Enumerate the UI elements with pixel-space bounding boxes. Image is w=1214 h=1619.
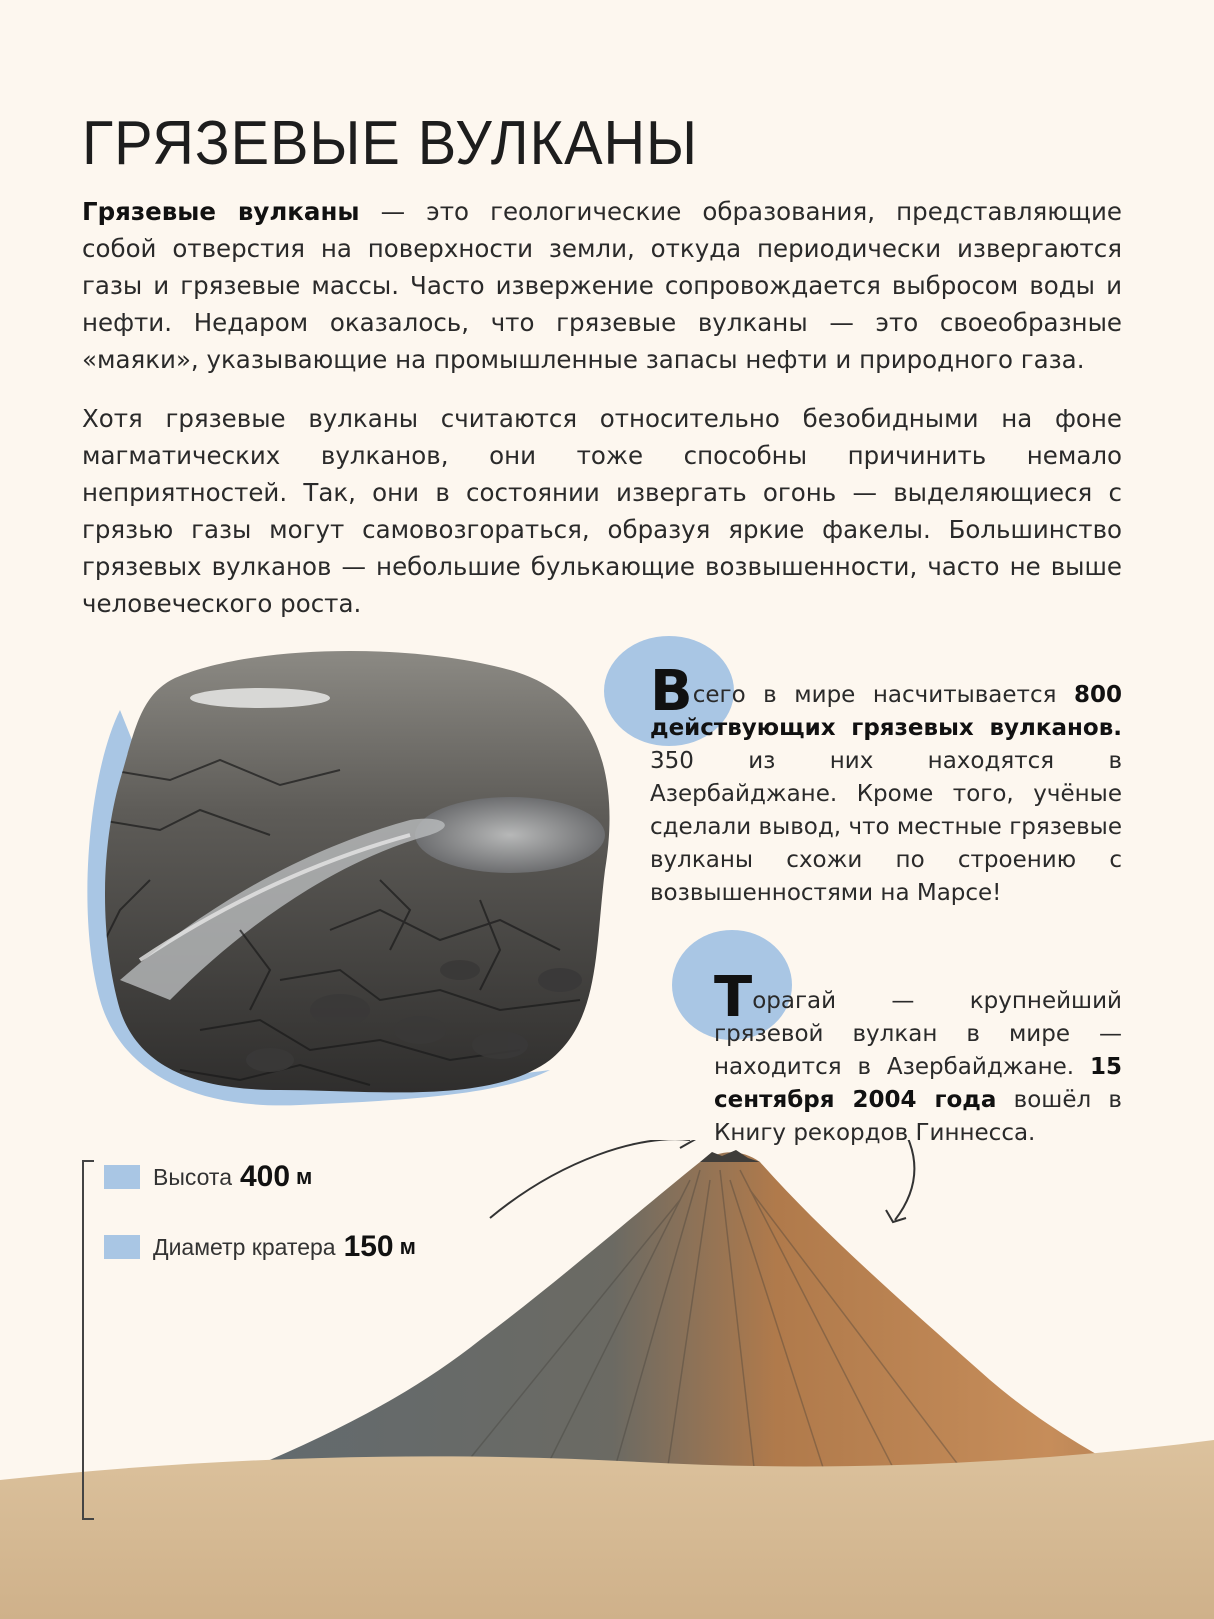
fact1-text-a: сего в мире насчитывается bbox=[692, 682, 1074, 708]
legend-crater-label: Диаметр кратера bbox=[153, 1233, 336, 1260]
legend-height-value: 400 bbox=[239, 1160, 291, 1193]
legend-height bbox=[104, 1160, 312, 1194]
fact1-text bbox=[650, 659, 1122, 910]
legend-crater-value: 150 bbox=[343, 1230, 394, 1263]
fact2-initial: Т bbox=[714, 965, 753, 1030]
second-paragraph bbox=[82, 400, 1122, 622]
legend-height-label: Высота bbox=[153, 1163, 232, 1190]
intro-text: — это геологические образования, представляющие собой отверстия на поверхности земли, откуда периодически извергаются газы и грязевые массы. Часто извержение сопровождается выбросом воды и нефти. Недаром оказалось, что грязевые вулканы — это своеобразные «маяки», указывающие на промышленные запасы нефти и природного газа. bbox=[82, 197, 1122, 374]
fact1-initial: В bbox=[650, 659, 693, 724]
legend-crater-unit: м bbox=[399, 1234, 416, 1259]
intro-paragraph bbox=[82, 193, 1122, 378]
legend-crater bbox=[104, 1230, 416, 1264]
mud-volcano-photo bbox=[80, 650, 620, 1110]
fact2-text-a: орагай — крупнейший грязевой вулкан в мире — находится в Азербайджане. bbox=[714, 988, 1122, 1080]
fact2-text bbox=[714, 965, 1122, 1150]
fact1-bold: 800 действующих грязевых вулканов. bbox=[650, 682, 1122, 741]
page-title: ГРЯЗЕВЫЕ ВУЛКАНЫ bbox=[82, 109, 699, 178]
fact2-text-b: вошёл в Книгу рекордов Гиннесса. bbox=[714, 1087, 1122, 1146]
second-text: Хотя грязевые вулканы считаются относительно безобидными на фоне магматических вулканов, они тоже способны причинить немало неприятностей. Так, они в состоянии извергать огонь — выделяющиеся с грязью газы могут самовозгораться, образуя яркие факелы. Большинство грязевых вулканов — небольшие булькающие возвышенности, часто не выше человеческого роста. bbox=[82, 404, 1122, 618]
legend-height-swatch bbox=[104, 1165, 140, 1189]
legend-crater-swatch bbox=[104, 1235, 140, 1259]
legend-height-unit: м bbox=[296, 1164, 313, 1189]
height-bracket bbox=[82, 1160, 94, 1520]
intro-bold-lead: Грязевые вулканы bbox=[82, 197, 360, 226]
fact1-text-b: 350 из них находятся в Азербайджане. Кроме того, учёные сделали вывод, что местные грязевые вулканы схожи по строению с возвышенностями на Марсе! bbox=[650, 748, 1122, 906]
volcano-stats-legend bbox=[82, 1160, 502, 1520]
fact2-bold: 15 сентября 2004 года bbox=[714, 1054, 1122, 1113]
photo-blob-illustration bbox=[80, 650, 620, 1110]
